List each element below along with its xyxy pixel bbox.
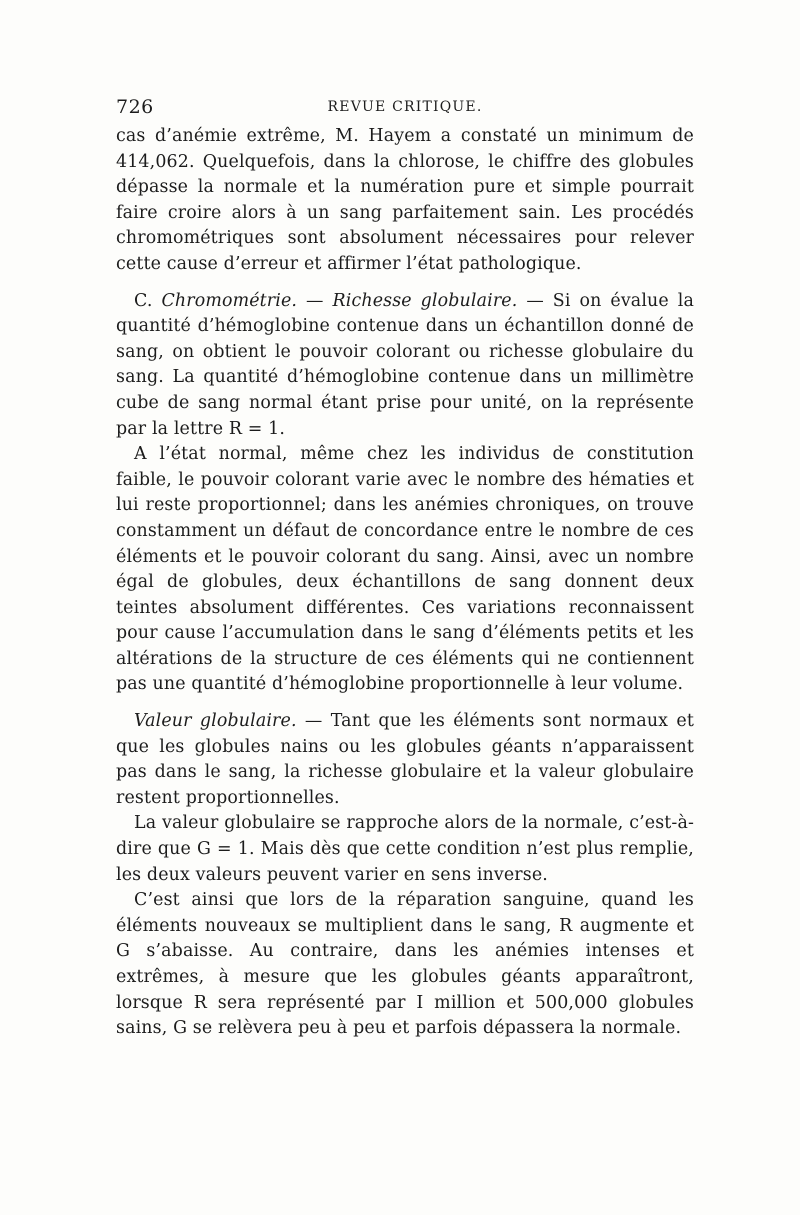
paragraph-3: A l’état normal, même chez les individus de constitution faible, le pouvoir colorant varie avec le nombre des hématies et lui reste proportionnel; dans les anémies chroniques, on trouve constamment un défaut de concordance entre le nombre de ces éléments et le pouvoir colorant du sang. Ainsi, avec un nombre égal de globules, deux échantillons de sang donnent deux teintes absolument différentes. Ces variations reconnaissent pour cause l’accumulation dans le sang d’éléments petits et les altérations de la structure de ces éléments qui ne contiennent pas une quantité d’hémoglobine proportionnelle à leur volume. (116, 444, 694, 695)
paragraph-4 (116, 709, 694, 811)
section-label: C. (134, 290, 162, 311)
running-head: REVUE CRITIQUE. (327, 99, 483, 115)
paragraph-1: cas d’anémie extrême, M. Hayem a constaté un minimum de 414,062. Quelquefois, dans la chlorose, le chiffre des globules dépasse la normale et la numération pure et simple pourrait faire croire alors à un sang parfaitement sain. Les procédés chromométriques sont absolument nécessaires pour relever cette cause d’erreur et affirmer l’état pathologique. (116, 126, 694, 274)
page-number: 726 (116, 96, 154, 118)
paragraph-6: C’est ainsi que lors de la réparation sanguine, quand les éléments nouveaux se multiplient dans le sang, R augmente et G s’abaisse. Au contraire, dans les anémies intenses et extrêmes, à mesure que les globules géants apparaîtront, lorsque R sera représenté par I million et 500,000 globules sains, G se relèvera peu à peu et parfois dépassera la normale. (116, 890, 694, 1039)
paragraph-5: La valeur globulaire se rapproche alors de la normale, c’est-à-dire que G = 1. Mais dès que cette condition n’est plus remplie, les deux valeurs peuvent varier en sens inverse. (116, 813, 694, 885)
paragraph-2-text: — Si on évalue la quantité d’hémoglobine contenue dans un échantillon donné de sang, on obtient le pouvoir colorant ou richesse globulaire du sang. La quantité d’hémoglobine contenue dans un millimètre cube de sang normal étant prise pour unité, on la représente par la lettre R = 1. (116, 290, 694, 439)
section-dash: — (297, 290, 333, 311)
paragraph-4-text: — Tant que les éléments sont normaux et que les globules nains ou les globules géants n’apparaissent pas dans le sang, la richesse globulaire et la valeur globulaire restent proportionnelles. (116, 711, 694, 808)
section-title-chromometrie: Chromométrie. (161, 290, 298, 311)
section-subtitle-richesse: Richesse globulaire. (332, 290, 518, 311)
paragraph-2 (116, 289, 694, 443)
page-header (116, 96, 694, 124)
body-text (116, 124, 694, 1042)
section-title-valeur: Valeur globulaire. (134, 711, 297, 732)
